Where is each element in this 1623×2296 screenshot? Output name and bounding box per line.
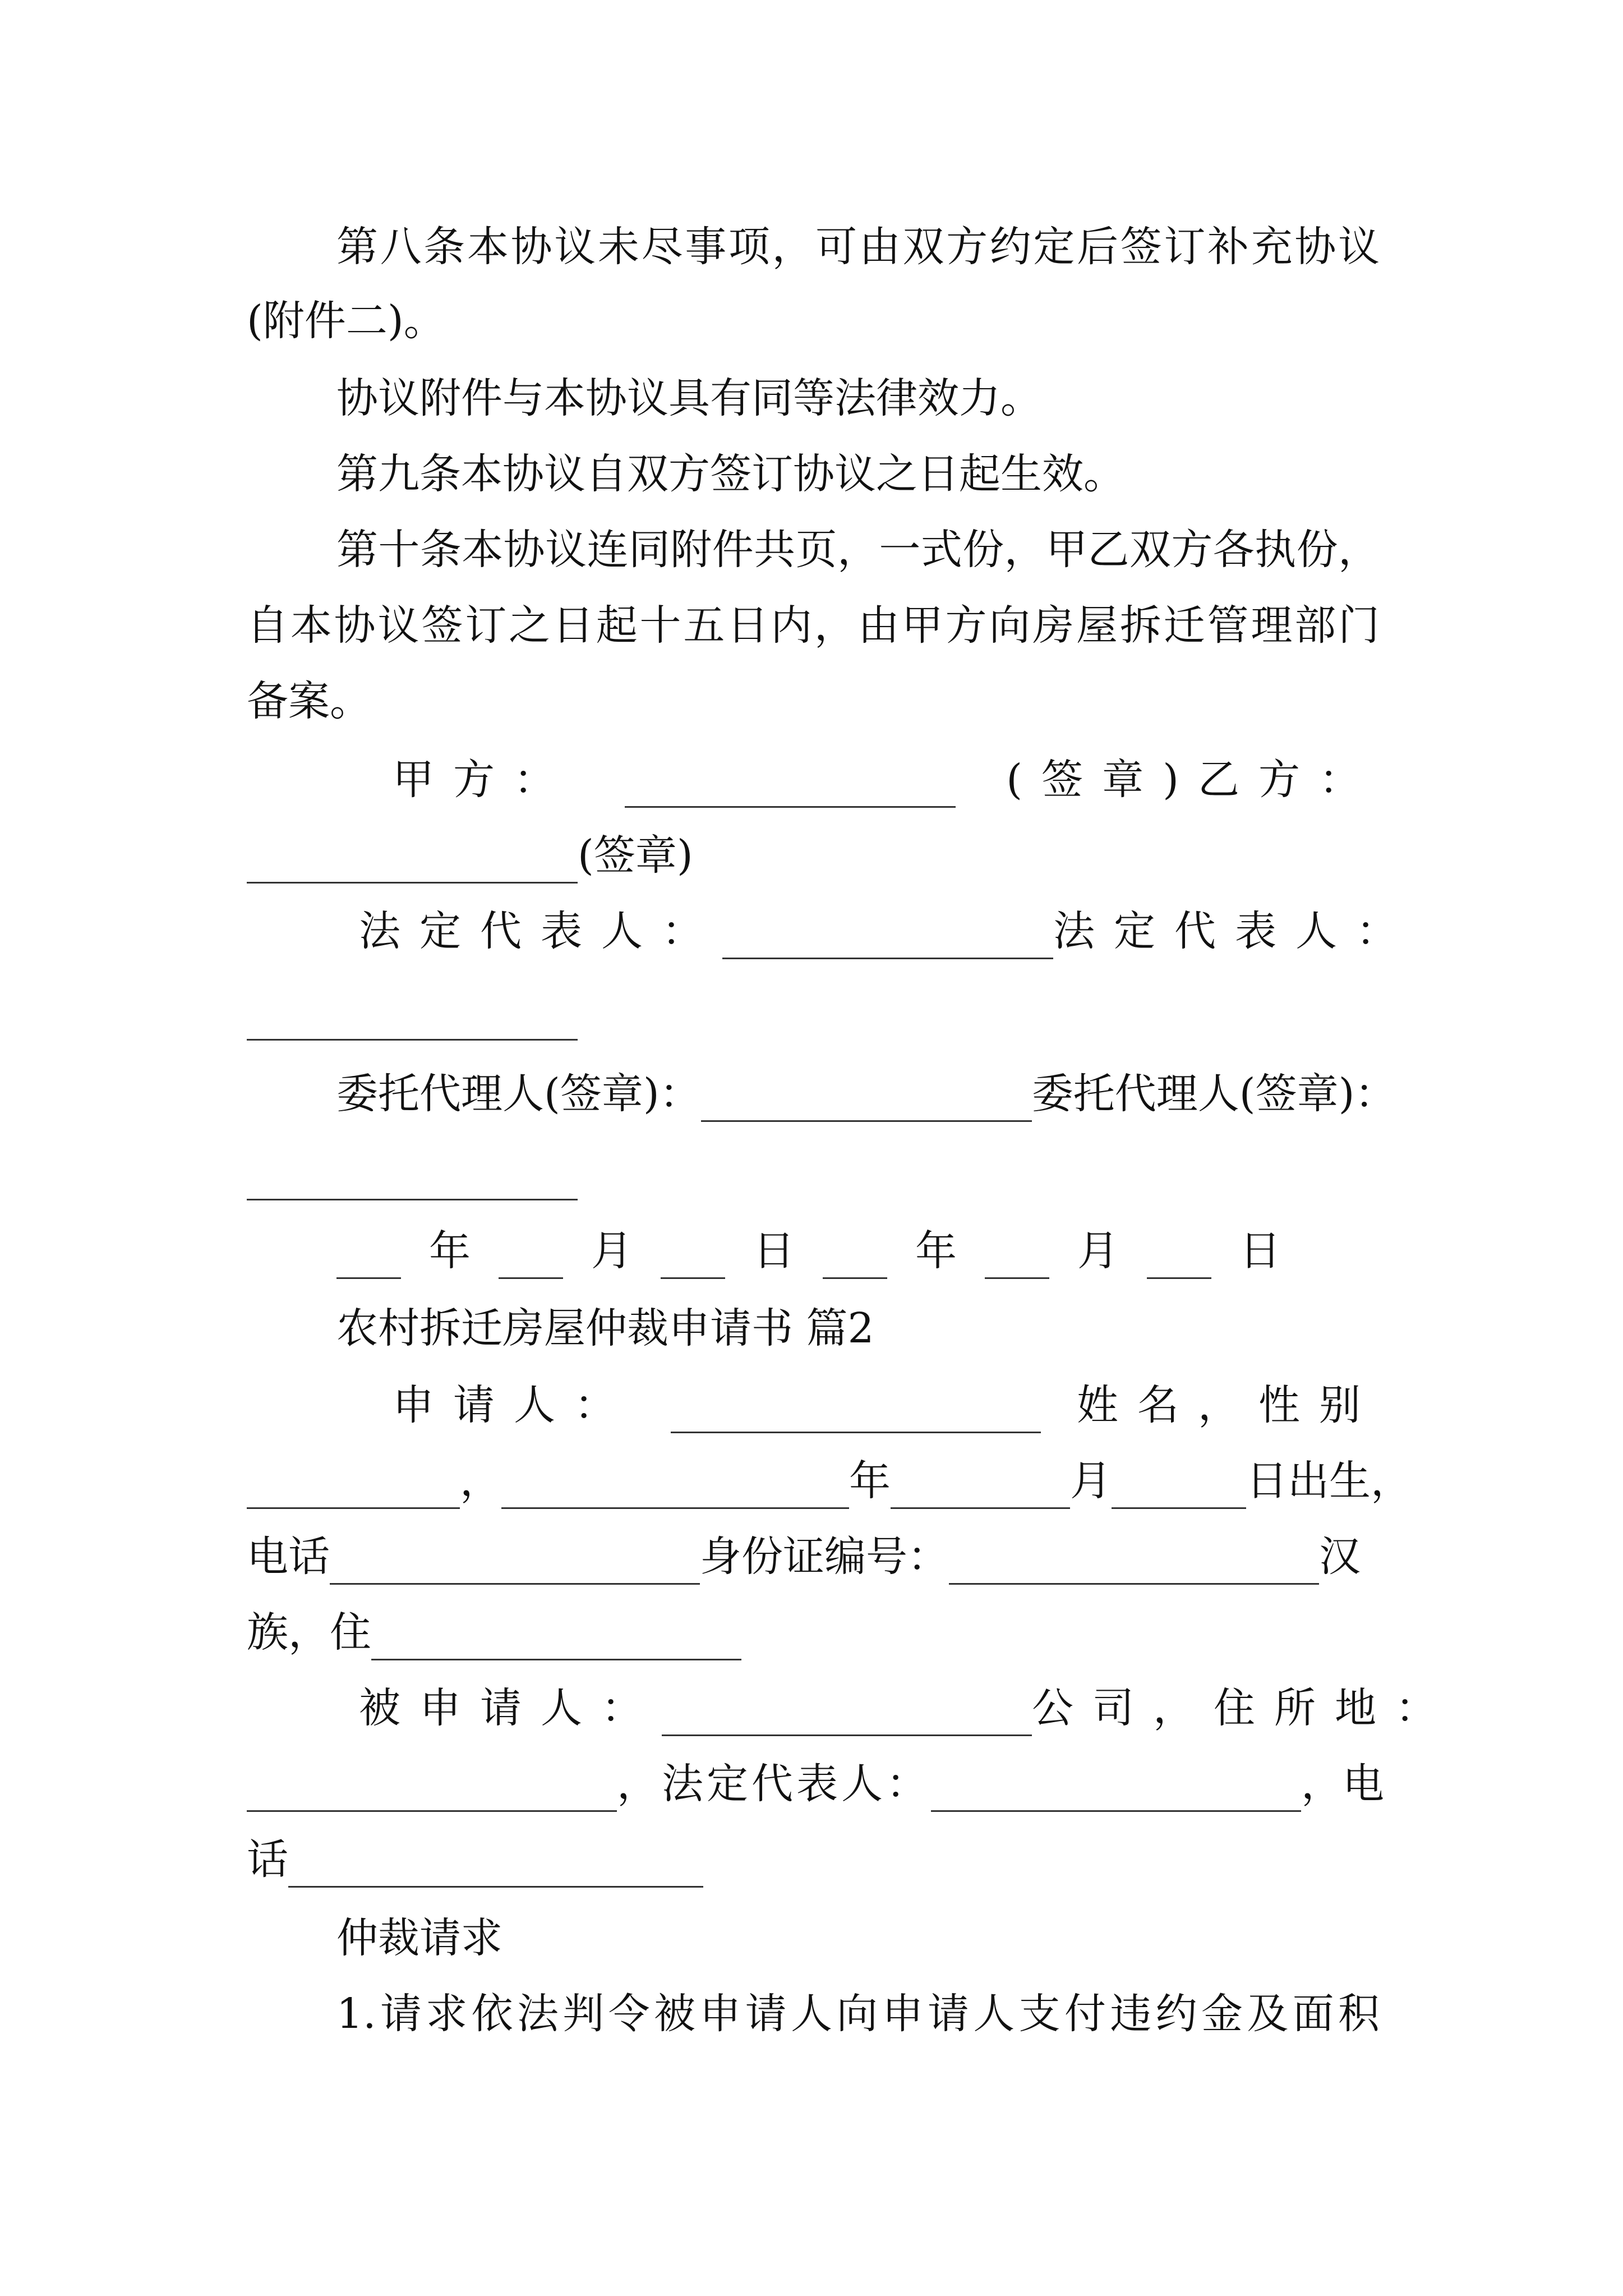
respondent-address-blank	[247, 1771, 617, 1812]
date-row	[336, 1223, 1281, 1279]
date-year-label-1: 年	[429, 1227, 471, 1275]
applicant-name-gender-label: 姓名，性别	[1077, 1381, 1380, 1429]
paragraph-article-8-line1: 第八条本协议未尽事项，可由双方约定后签订补充协议	[336, 223, 1380, 271]
comma: ，	[460, 1457, 501, 1505]
respondent-label: 被申请人：	[359, 1684, 662, 1732]
date-day-blank-1	[661, 1238, 725, 1279]
date-day-label-1: 日	[753, 1227, 795, 1275]
legal-rep-a-label: 法定代表人：	[359, 907, 722, 955]
respondent-phone-blank	[288, 1847, 703, 1888]
paragraph-article-10-line1: 第十条本协议连同附件共页，一式份，甲乙双方各执份，	[336, 526, 1380, 574]
paragraph-article-10-line2: 自本协议签订之日起十五日内，由甲方向房屋拆迁管理部门	[247, 601, 1380, 650]
legal-rep-a-blank	[722, 918, 1053, 959]
applicant-name-blank	[671, 1392, 1041, 1433]
party-b-seal: (签章)	[578, 831, 693, 880]
born-label: 日出生，	[1246, 1457, 1412, 1505]
agent-row	[336, 1066, 1396, 1122]
paragraph-article-10-line3: 备案。	[247, 677, 371, 725]
signature-party-b-row	[247, 827, 1380, 884]
agent-b-row	[247, 1144, 1380, 1200]
birth-year-blank	[501, 1468, 849, 1509]
respondent-company-address-label: 公司，住所地：	[1032, 1684, 1456, 1732]
agent-b-label: 委托代理人(签章)：	[1031, 1070, 1396, 1118]
applicant-row-3	[247, 1529, 1380, 1585]
birth-month-blank	[891, 1468, 1070, 1509]
agent-a-blank	[701, 1081, 1032, 1122]
section-title-2: 农村拆迁房屋仲裁申请书 篇2	[336, 1304, 874, 1352]
gender-blank	[247, 1468, 460, 1509]
respondent-legal-rep-blank	[931, 1771, 1301, 1812]
party-b-blank	[247, 843, 578, 884]
date-month-blank-2	[985, 1238, 1049, 1279]
date-month-label-1: 月	[591, 1227, 633, 1275]
applicant-row-4	[247, 1604, 1380, 1660]
applicant-label: 申请人：	[393, 1381, 635, 1429]
paragraph-article-9: 第九条本协议自双方签订协议之日起生效。	[336, 450, 1125, 498]
respondent-phone-label-part2: 话	[247, 1835, 288, 1884]
date-year-blank-1	[336, 1238, 401, 1279]
party-a-seal-party-b-label: (签章)乙方：	[1006, 756, 1380, 804]
date-year-label-2: 年	[915, 1227, 957, 1275]
respondent-row-1	[359, 1680, 1456, 1736]
legal-rep-b-label: 法定代表人：	[1053, 907, 1417, 955]
arbitration-request-item-1: 1.请求依法判令被申请人向申请人支付违约金及面积	[336, 1990, 1380, 2038]
date-day-blank-2	[1147, 1238, 1211, 1279]
ethnicity-label: 汉	[1319, 1533, 1361, 1581]
applicant-row-1	[393, 1377, 1380, 1433]
signature-party-a-row	[393, 752, 1380, 808]
birth-day-blank	[1112, 1468, 1246, 1509]
date-day-label-2: 日	[1239, 1227, 1281, 1275]
paragraph-annex-validity: 协议附件与本协议具有同等法律效力。	[336, 374, 1042, 422]
party-a-blank	[625, 767, 956, 808]
respondent-row-3	[247, 1832, 1380, 1888]
date-month-label-2: 月	[1077, 1227, 1119, 1275]
date-year-blank-2	[823, 1238, 887, 1279]
party-a-label: 甲方：	[393, 756, 574, 804]
paragraph-article-8-line2: (附件二)。	[247, 297, 445, 345]
month-label: 月	[1070, 1457, 1112, 1505]
phone-blank	[330, 1544, 700, 1585]
legal-rep-b-row	[247, 984, 1380, 1041]
respondent-company-blank	[662, 1695, 1032, 1736]
respondent-row-2	[247, 1756, 1384, 1812]
agent-a-label: 委托代理人(签章)：	[336, 1070, 701, 1118]
residence-blank	[371, 1619, 741, 1660]
phone-label: 电话	[247, 1533, 330, 1581]
agent-b-blank	[247, 1159, 578, 1200]
respondent-legal-rep-label: ，法定代表人：	[617, 1760, 931, 1808]
id-number-blank	[949, 1544, 1319, 1585]
date-month-blank-1	[499, 1238, 563, 1279]
year-label: 年	[849, 1457, 891, 1505]
respondent-phone-label-part1: ，电	[1301, 1760, 1384, 1808]
residence-label: 族，住	[247, 1608, 371, 1657]
legal-rep-b-blank	[247, 1000, 578, 1041]
legal-rep-row	[359, 903, 1417, 959]
id-number-label: 身份证编号：	[700, 1533, 949, 1581]
arbitration-request-heading: 仲裁请求	[336, 1914, 502, 1962]
applicant-row-2	[247, 1453, 1412, 1509]
